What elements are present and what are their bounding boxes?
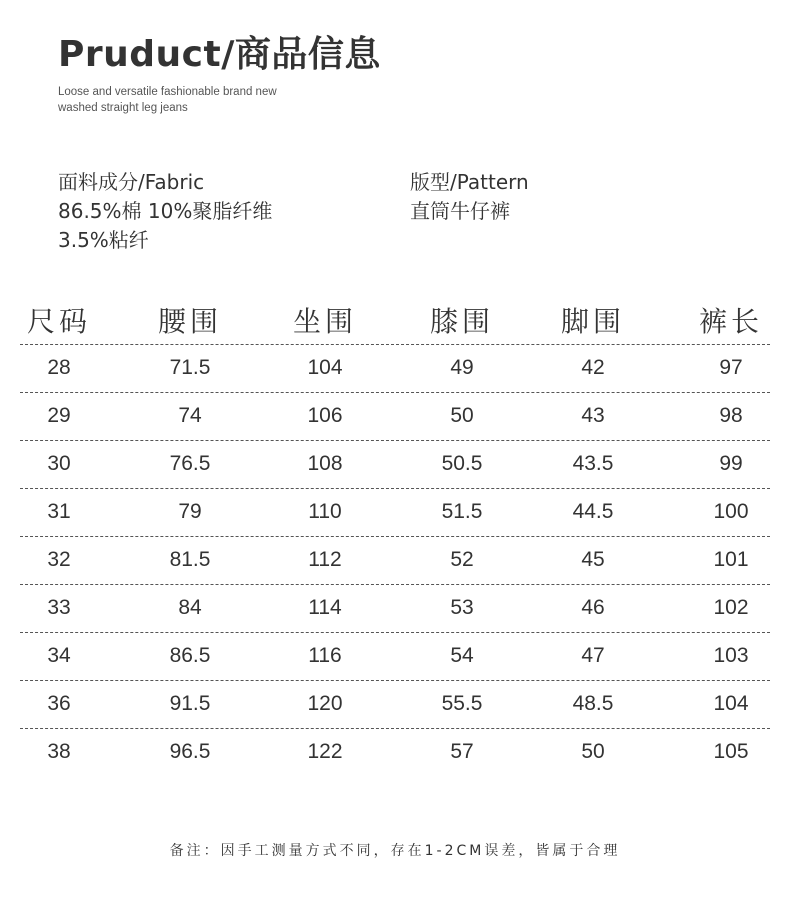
table-cell: 50 [581,740,605,763]
table-cell: 51.5 [441,500,483,523]
table-cell: 36 [47,692,71,715]
table-cell: 34 [47,644,71,667]
table-cell: 55.5 [441,692,483,715]
fabric-info [58,168,272,255]
table-cell: 29 [47,404,71,427]
table-row [20,632,770,680]
table-cell: 102 [713,596,749,619]
table-cell: 122 [307,740,343,763]
table-cell: 96.5 [169,740,211,763]
table-row [20,440,770,488]
table-cell: 79 [178,500,202,523]
fabric-label: 面料成分/Fabric [58,170,205,194]
table-cell: 30 [47,452,71,475]
table-cell: 47 [581,644,605,667]
table-cell: 104 [307,356,343,379]
table-cell: 98 [719,404,743,427]
table-row [20,392,770,440]
table-cell: 33 [47,596,71,619]
table-cell: 44.5 [572,500,614,523]
table-cell: 31 [47,500,71,523]
table-cell: 99 [719,452,743,475]
table-cell: 28 [47,356,71,379]
table-cell: 81.5 [169,548,211,571]
table-cell: 74 [178,404,202,427]
pattern-value: 直筒牛仔裤 [410,199,510,223]
table-cell: 91.5 [169,692,211,715]
size-table-header [20,298,770,344]
table-row [20,584,770,632]
table-cell: 114 [308,596,342,619]
table-cell: 32 [47,548,71,571]
table-cell: 52 [450,548,474,571]
table-cell: 49 [450,356,474,379]
table-row [20,536,770,584]
table-cell: 54 [450,644,474,667]
table-cell: 112 [308,548,342,571]
table-cell: 50 [450,404,474,427]
table-cell: 106 [307,404,343,427]
table-cell: 104 [713,692,749,715]
column-header-knee: 膝围 [429,305,494,338]
subtitle-line: washed straight leg jeans [58,102,188,114]
table-cell: 43 [581,404,605,427]
table-cell: 46 [581,596,605,619]
table-cell: 53 [450,596,474,619]
pattern-info [410,168,529,226]
product-subtitle [58,84,348,116]
table-row [20,680,770,728]
table-cell: 42 [581,356,605,379]
size-table [20,298,770,776]
column-header-hip: 坐围 [292,305,357,338]
table-cell: 45 [581,548,605,571]
table-cell: 101 [713,548,749,571]
table-cell: 84 [178,596,202,619]
table-cell: 86.5 [169,644,211,667]
column-header-waist: 腰围 [157,305,222,338]
table-row [20,488,770,536]
table-cell: 76.5 [169,452,211,475]
table-cell: 110 [308,500,342,523]
page-title: Pruduct/商品信息 [58,34,381,75]
column-header-leg-opening: 脚围 [560,305,625,338]
table-cell: 57 [450,740,474,763]
subtitle-line: Loose and versatile fashionable brand new [58,86,277,98]
fabric-composition: 3.5%粘纤 [58,228,149,252]
table-cell: 108 [307,452,343,475]
table-cell: 43.5 [572,452,614,475]
table-cell: 38 [47,740,71,763]
table-cell: 100 [713,500,749,523]
table-cell: 103 [713,644,749,667]
measurement-note: 备注：因手工测量方式不同，存在1-2CM误差，皆属于合理 [169,843,621,859]
table-cell: 48.5 [572,692,614,715]
table-cell: 116 [308,644,342,667]
fabric-composition: 86.5%棉 10%聚脂纤维 [58,199,273,223]
table-cell: 105 [713,740,749,763]
pattern-label: 版型/Pattern [410,170,529,194]
table-cell: 120 [307,692,343,715]
table-row [20,728,770,776]
table-cell: 71.5 [169,356,211,379]
table-cell: 50.5 [441,452,483,475]
table-cell: 97 [719,356,743,379]
column-header-length: 裤长 [698,305,763,338]
table-row [20,344,770,392]
column-header-size: 尺码 [26,305,91,338]
